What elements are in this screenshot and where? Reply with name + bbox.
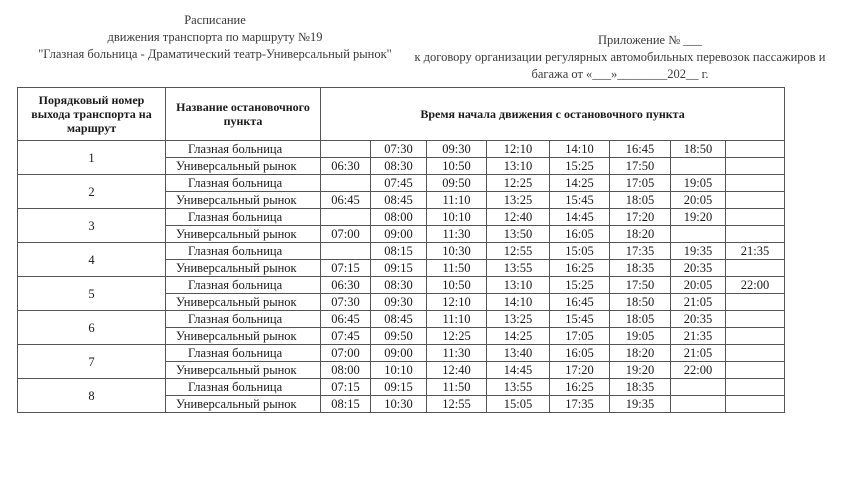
stop-name-cell: Глазная больница (166, 243, 321, 260)
table-row (18, 175, 785, 192)
departure-time-cell: 11:30 (427, 226, 487, 243)
departure-time-cell: 09:30 (371, 294, 427, 311)
departure-time-cell: 15:05 (487, 396, 550, 413)
departure-time-cell (321, 175, 371, 192)
departure-time-cell: 09:50 (427, 175, 487, 192)
departure-time-cell: 18:20 (610, 345, 671, 362)
departure-time-cell: 12:40 (427, 362, 487, 379)
departure-time-cell: 12:10 (487, 141, 550, 158)
departure-time-cell: 21:05 (671, 345, 726, 362)
exit-number-cell: 5 (18, 277, 166, 311)
departure-time-cell (321, 141, 371, 158)
departure-time-cell: 17:50 (610, 158, 671, 175)
stop-name-cell: Универсальный рынок (166, 192, 321, 209)
departure-time-cell: 08:30 (371, 277, 427, 294)
departure-time-cell: 20:35 (671, 260, 726, 277)
departure-time-cell (726, 158, 785, 175)
departure-time-cell: 08:45 (371, 311, 427, 328)
schedule-title-line2: движения транспорта по маршруту №19 (107, 30, 323, 44)
departure-time-cell: 19:20 (671, 209, 726, 226)
departure-time-cell: 13:55 (487, 260, 550, 277)
departure-time-cell: 17:50 (610, 277, 671, 294)
departure-time-cell (726, 226, 785, 243)
departure-time-cell: 08:45 (371, 192, 427, 209)
exit-number-cell: 1 (18, 141, 166, 175)
departure-time-cell: 17:20 (610, 209, 671, 226)
departure-time-cell: 17:05 (610, 175, 671, 192)
departure-time-cell: 10:50 (427, 158, 487, 175)
departure-time-cell (321, 243, 371, 260)
departure-time-cell: 19:20 (610, 362, 671, 379)
departure-time-cell: 15:25 (550, 277, 610, 294)
departure-time-cell (726, 362, 785, 379)
departure-time-cell: 21:35 (726, 243, 785, 260)
stop-name-cell: Универсальный рынок (166, 226, 321, 243)
departure-time-cell: 12:55 (487, 243, 550, 260)
departure-time-cell: 15:05 (550, 243, 610, 260)
stop-name-cell: Глазная больница (166, 175, 321, 192)
departure-time-cell (671, 396, 726, 413)
departure-time-cell: 19:35 (610, 396, 671, 413)
departure-time-cell: 12:25 (427, 328, 487, 345)
exit-number-cell: 2 (18, 175, 166, 209)
departure-time-cell: 13:25 (487, 311, 550, 328)
departure-time-cell: 07:45 (371, 175, 427, 192)
stop-name-cell: Универсальный рынок (166, 260, 321, 277)
table-row (18, 209, 785, 226)
col-header-exit-number: Порядковый номер выхода транспорта на маршрут (18, 88, 166, 141)
departure-time-cell (726, 328, 785, 345)
departure-time-cell: 06:45 (321, 192, 371, 209)
departure-time-cell: 17:35 (610, 243, 671, 260)
departure-time-cell: 13:10 (487, 158, 550, 175)
departure-time-cell: 13:55 (487, 379, 550, 396)
departure-time-cell: 13:40 (487, 345, 550, 362)
departure-time-cell (726, 294, 785, 311)
departure-time-cell: 07:15 (321, 260, 371, 277)
departure-time-cell: 13:10 (487, 277, 550, 294)
departure-time-cell: 14:10 (550, 141, 610, 158)
departure-time-cell: 14:45 (487, 362, 550, 379)
appendix-contract-line: к договору организации регулярных автомобильных перевозок пассажиров и (414, 50, 826, 64)
departure-time-cell: 10:30 (371, 396, 427, 413)
departure-time-cell: 16:25 (550, 379, 610, 396)
departure-time-cell (321, 209, 371, 226)
departure-time-cell (726, 311, 785, 328)
departure-time-cell: 12:25 (487, 175, 550, 192)
departure-time-cell: 17:35 (550, 396, 610, 413)
departure-time-cell (726, 175, 785, 192)
departure-time-cell: 17:20 (550, 362, 610, 379)
departure-time-cell: 12:10 (427, 294, 487, 311)
departure-time-cell: 21:35 (671, 328, 726, 345)
departure-time-cell: 11:10 (427, 192, 487, 209)
schedule-body (18, 141, 785, 413)
departure-time-cell: 21:05 (671, 294, 726, 311)
departure-time-cell: 09:15 (371, 260, 427, 277)
departure-time-cell: 18:35 (610, 260, 671, 277)
departure-time-cell (726, 345, 785, 362)
departure-time-cell: 06:30 (321, 158, 371, 175)
departure-time-cell: 09:00 (371, 345, 427, 362)
departure-time-cell: 14:10 (487, 294, 550, 311)
stop-name-cell: Универсальный рынок (166, 158, 321, 175)
departure-time-cell: 07:00 (321, 345, 371, 362)
departure-time-cell: 07:30 (321, 294, 371, 311)
departure-time-cell: 16:45 (610, 141, 671, 158)
departure-time-cell (726, 396, 785, 413)
departure-time-cell: 14:25 (550, 175, 610, 192)
departure-time-cell (726, 260, 785, 277)
exit-number-cell: 8 (18, 379, 166, 413)
departure-time-cell: 07:45 (321, 328, 371, 345)
col-header-stop-name: Название остановочного пункта (166, 88, 321, 141)
departure-time-cell (726, 192, 785, 209)
departure-time-cell: 08:00 (321, 362, 371, 379)
departure-time-cell: 07:00 (321, 226, 371, 243)
departure-time-cell: 10:10 (427, 209, 487, 226)
departure-time-cell: 12:40 (487, 209, 550, 226)
table-row (18, 141, 785, 158)
departure-time-cell: 11:10 (427, 311, 487, 328)
stop-name-cell: Глазная больница (166, 379, 321, 396)
departure-time-cell: 14:45 (550, 209, 610, 226)
departure-time-cell (671, 379, 726, 396)
departure-time-cell: 13:50 (487, 226, 550, 243)
departure-time-cell: 18:50 (610, 294, 671, 311)
stop-name-cell: Глазная больница (166, 345, 321, 362)
departure-time-cell (726, 379, 785, 396)
col-header-times: Время начала движения с остановочного пункта (321, 88, 785, 141)
departure-time-cell: 16:05 (550, 226, 610, 243)
departure-time-cell: 18:20 (610, 226, 671, 243)
departure-time-cell: 09:00 (371, 226, 427, 243)
departure-time-cell: 20:35 (671, 311, 726, 328)
departure-time-cell: 06:30 (321, 277, 371, 294)
exit-number-cell: 3 (18, 209, 166, 243)
schedule-table (17, 87, 785, 413)
departure-time-cell: 18:35 (610, 379, 671, 396)
departure-time-cell: 16:05 (550, 345, 610, 362)
departure-time-cell: 16:45 (550, 294, 610, 311)
departure-time-cell (671, 158, 726, 175)
departure-time-cell: 09:15 (371, 379, 427, 396)
stop-name-cell: Глазная больница (166, 311, 321, 328)
table-row (18, 345, 785, 362)
departure-time-cell: 19:05 (671, 175, 726, 192)
stop-name-cell: Универсальный рынок (166, 362, 321, 379)
exit-number-cell: 7 (18, 345, 166, 379)
table-row (18, 277, 785, 294)
departure-time-cell (726, 141, 785, 158)
table-row (18, 379, 785, 396)
departure-time-cell: 17:05 (550, 328, 610, 345)
stop-name-cell: Универсальный рынок (166, 294, 321, 311)
schedule-title-line1: Расписание (184, 13, 246, 27)
departure-time-cell: 11:50 (427, 260, 487, 277)
departure-time-cell: 14:25 (487, 328, 550, 345)
departure-time-cell: 08:00 (371, 209, 427, 226)
table-row (18, 311, 785, 328)
departure-time-cell: 13:25 (487, 192, 550, 209)
stop-name-cell: Универсальный рынок (166, 396, 321, 413)
departure-time-cell: 12:55 (427, 396, 487, 413)
departure-time-cell: 11:30 (427, 345, 487, 362)
departure-time-cell: 08:15 (371, 243, 427, 260)
departure-time-cell: 19:05 (610, 328, 671, 345)
departure-time-cell: 09:30 (427, 141, 487, 158)
departure-time-cell: 10:10 (371, 362, 427, 379)
departure-time-cell: 18:05 (610, 192, 671, 209)
departure-time-cell: 07:30 (371, 141, 427, 158)
appendix-number: Приложение № ___ (597, 33, 703, 47)
departure-time-cell: 06:45 (321, 311, 371, 328)
schedule-title-line3: "Глазная больница - Драматический театр-Универсальный рынок" (38, 47, 392, 61)
departure-time-cell: 07:15 (321, 379, 371, 396)
departure-time-cell: 15:45 (550, 192, 610, 209)
departure-time-cell: 10:30 (427, 243, 487, 260)
departure-time-cell: 22:00 (671, 362, 726, 379)
departure-time-cell: 11:50 (427, 379, 487, 396)
departure-time-cell (671, 226, 726, 243)
departure-time-cell: 08:15 (321, 396, 371, 413)
exit-number-cell: 4 (18, 243, 166, 277)
stop-name-cell: Глазная больница (166, 141, 321, 158)
table-header-row (18, 88, 785, 141)
departure-time-cell: 20:05 (671, 192, 726, 209)
departure-time-cell: 15:45 (550, 311, 610, 328)
schedule-title (20, 12, 410, 63)
departure-time-cell: 15:25 (550, 158, 610, 175)
appendix-header (400, 32, 840, 83)
appendix-date-line: багажа от «___»________202__ г. (531, 67, 709, 81)
departure-time-cell: 09:50 (371, 328, 427, 345)
departure-time-cell: 10:50 (427, 277, 487, 294)
stop-name-cell: Универсальный рынок (166, 328, 321, 345)
departure-time-cell: 18:50 (671, 141, 726, 158)
departure-time-cell: 18:05 (610, 311, 671, 328)
departure-time-cell: 08:30 (371, 158, 427, 175)
departure-time-cell (726, 209, 785, 226)
table-row (18, 243, 785, 260)
departure-time-cell: 16:25 (550, 260, 610, 277)
stop-name-cell: Глазная больница (166, 277, 321, 294)
departure-time-cell: 19:35 (671, 243, 726, 260)
stop-name-cell: Глазная больница (166, 209, 321, 226)
departure-time-cell: 22:00 (726, 277, 785, 294)
exit-number-cell: 6 (18, 311, 166, 345)
departure-time-cell: 20:05 (671, 277, 726, 294)
